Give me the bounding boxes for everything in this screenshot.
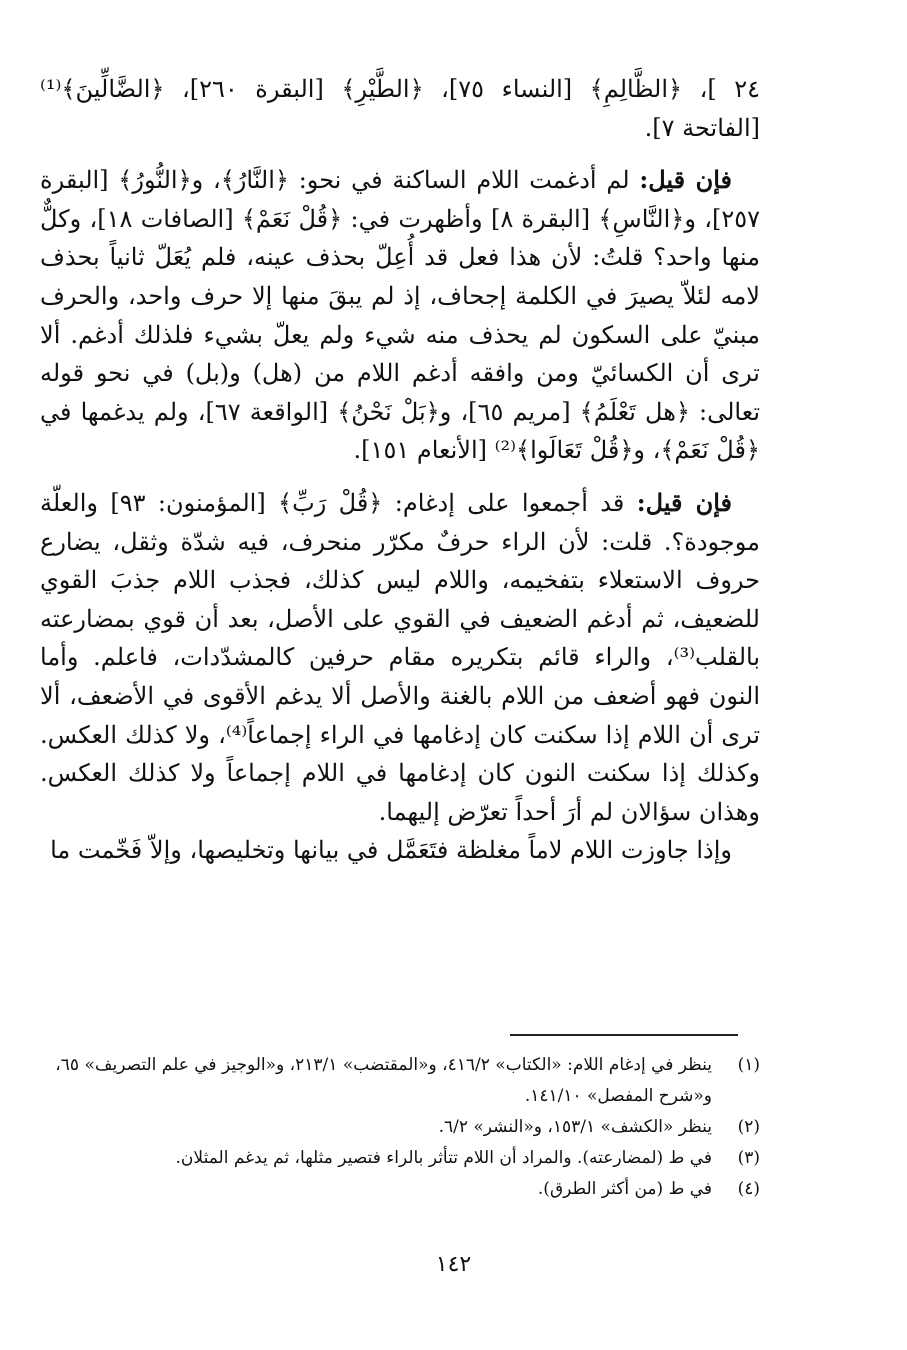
footnote-item: [40, 1112, 760, 1143]
paragraph-text: ٢٤ ]، ﴿الظَّالِمِ﴾ [النساء ٧٥]، ﴿الطَّيْرِ﴾ [البقرة ٢٦٠]، ﴿الضَّالِّينَ﴾⁽¹⁾ [الفاتحة ٧].: [40, 75, 760, 142]
footnote-text: ينظر في إدغام اللام: «الكتاب» ٤١٦/٢، و«المقتضب» ٢١٣/١، و«الوجيز في علم التصريف» ٦٥، و«شرح المفصل» ١٤١/١٠.: [55, 1055, 712, 1106]
paragraph-continuation: [40, 70, 760, 147]
paragraph-question-1: [40, 161, 760, 470]
footnote-item: [40, 1143, 760, 1174]
footnotes: [40, 1050, 760, 1205]
footnote-number: (١): [737, 1055, 760, 1075]
footnote-number: (٢): [737, 1117, 760, 1137]
footnote-item: [40, 1174, 760, 1205]
paragraph-lead: فإن قيل:: [636, 487, 733, 517]
footnote-text: ينظر «الكشف» ١٥٣/١، و«النشر» ٦/٢.: [438, 1117, 712, 1137]
paragraph-final: [40, 831, 760, 870]
main-text: [40, 70, 760, 870]
paragraph-text: لم أدغمت اللام الساكنة في نحو: ﴿النَّارُ﴾، و﴿النُّورُ﴾ [البقرة ٢٥٧]، و﴿النَّاسِ﴾ [البقرة ٨] وأظهرت في: ﴿قُلْ نَعَمْ﴾ [الصافات ١٨]، وكلٌّ منها واحد؟ قلتُ: لأن هذا فعل قد أُعِلّ بحذف عينه، فلم يُعَلّ ثانياً بحذف لامه لئلاّ يصيرَ في الكلمة إجحاف، إذ لم يبقَ منها إلا حرف واحد، والحرف مبنيّ على السكون لم يحذف منه شيء ولم يعلّ بشيء فلذلك أدغم. ألا ترى أن الكسائيّ ومن وافقه أدغم اللام من (هل) و(بل) في نحو قوله تعالى: ﴿هل تَعْلَمُ﴾ [مريم ٦٥]، و﴿بَلْ نَحْنُ﴾ [الواقعة ٦٧]، ولم يدغمها في ﴿قُلْ نَعَمْ﴾، و﴿قُلْ تَعَالَوا﴾⁽²⁾ [الأنعام ١٥١].: [40, 166, 761, 465]
footnote-separator: [510, 1034, 738, 1036]
footnote-text: في ط (من أكثر الطرق).: [537, 1179, 712, 1199]
paragraph-question-2: [40, 484, 760, 831]
page-number: ١٤٢: [435, 1252, 472, 1277]
paragraph-text: قد أجمعوا على إدغام: ﴿قُلْ رَبِّ﴾ [المؤمنون: ٩٣] والعلّة موجودة؟. قلت: لأن الراء حرفٌ مكرّر منحرف، فيه شدّة وثقل، يضارع حروف الاستعلاء بتفخيمه، واللام ليس كذلك، فجذب اللام جذبَ القوي للضعيف، ثم أدغم الضعيف في القوي على الأصل، بعد أن قوي بمضارعته بالقلب⁽³⁾، والراء قائم بتكريره مقام حرفين كالمشدّدات، فاعلم. وأما النون فهو أضعف من اللام بالغنة والأصل ألا يدغم الأقوى في الأضعف، ألا ترى أن اللام إذا سكنت كان إدغامها في الراء إجماعاً⁽⁴⁾، ولا كذلك العكس. وكذلك إذا سكنت النون كان إدغامها في اللام إجماعاً ولا كذلك العكس. وهذان سؤالان لم أرَ أحداً تعرّض إليهما.: [40, 488, 761, 826]
footnote-item: [40, 1050, 760, 1112]
paragraph-lead: فإن قيل:: [639, 165, 732, 195]
footnote-text: في ط (لمضارعته). والمراد أن اللام تتأثر بالراء فتصير مثلها، ثم يدغم المثلان.: [175, 1148, 712, 1168]
paragraph-text: وإذا جاوزت اللام لاماً مغلظة فتَعَمَّل في بيانها وتخليصها، وإلاّ فَخّمت ما: [50, 836, 732, 865]
footnote-number: (٤): [737, 1179, 760, 1199]
footnote-number: (٣): [737, 1148, 760, 1168]
